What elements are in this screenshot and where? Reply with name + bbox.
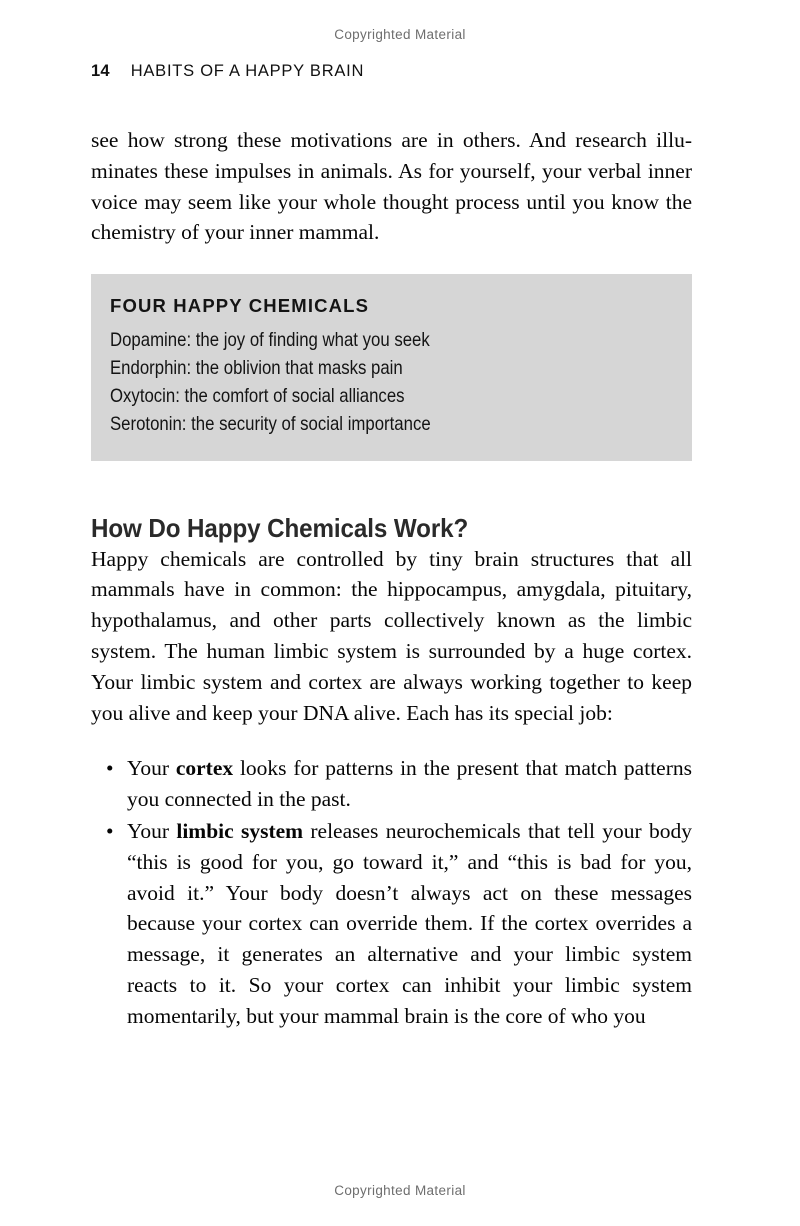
copyright-watermark-bottom: Copyrighted Material xyxy=(334,1183,466,1198)
list-item xyxy=(91,816,692,1032)
paragraph-happy-chemicals: Happy chemicals are controlled by tiny brain structures that all mammals have in common: the hippocampus, amygdala, pituitary, hypothalamus, and other parts collectively known as the limbic system. The human limbic system is surrounded by a huge cortex. Your limbic system and cortex are always working together to keep you alive and keep your DNA alive. Each has its special job: xyxy=(91,546,692,725)
section-heading: How Do Happy Chemicals Work? xyxy=(91,512,469,543)
list-item-lead: Your xyxy=(127,756,176,781)
bullet-dot-icon: • xyxy=(106,756,114,781)
page-number: 14 xyxy=(91,62,110,80)
list-item-rest: looks for patterns in the present that match patterns you connected in the past. xyxy=(127,756,692,812)
callout-line-oxytocin: Oxytocin: the comfort of social alliances xyxy=(110,384,405,407)
bullet-dot-icon: • xyxy=(106,818,114,843)
callout-line-serotonin: Serotonin: the security of social importance xyxy=(110,412,431,435)
callout-title: FOUR HAPPY CHEMICALS xyxy=(110,295,370,317)
list-item-rest: releases neurochemicals that tell your body “this is good for you, go toward it,” and “this is bad for you, avoid it.” Your body doesn’t always act on these messages because your cortex can override them. If the cortex overrides a message, it generates an alternative and your limbic system reacts to it. So your cortex can inhibit your limbic system momentarily, but your mammal brain is the core of who you xyxy=(127,818,692,1028)
content-column xyxy=(91,125,692,1031)
callout-box-four-happy-chemicals xyxy=(91,274,692,460)
list-item-emphasis: cortex xyxy=(175,756,234,781)
list-item xyxy=(91,753,692,815)
callout-line-endorphin: Endorphin: the oblivion that masks pain xyxy=(110,356,403,379)
callout-line-dopamine: Dopamine: the joy of finding what you seek xyxy=(110,328,430,351)
paragraph-intro: see how strong these motivations are in others. And research illuminates these impulses in animals. As for yourself, your verbal inner voice may seem like your whole thought process until you know the chemistry of your inner mammal. xyxy=(91,128,692,245)
running-head xyxy=(91,62,364,81)
list-item-emphasis: limbic system xyxy=(176,818,304,843)
running-head-title: HABITS OF A HAPPY BRAIN xyxy=(130,62,365,80)
bullet-list xyxy=(91,753,692,1031)
copyright-watermark-top: Copyrighted Material xyxy=(334,27,466,42)
list-item-lead: Your xyxy=(127,818,177,843)
